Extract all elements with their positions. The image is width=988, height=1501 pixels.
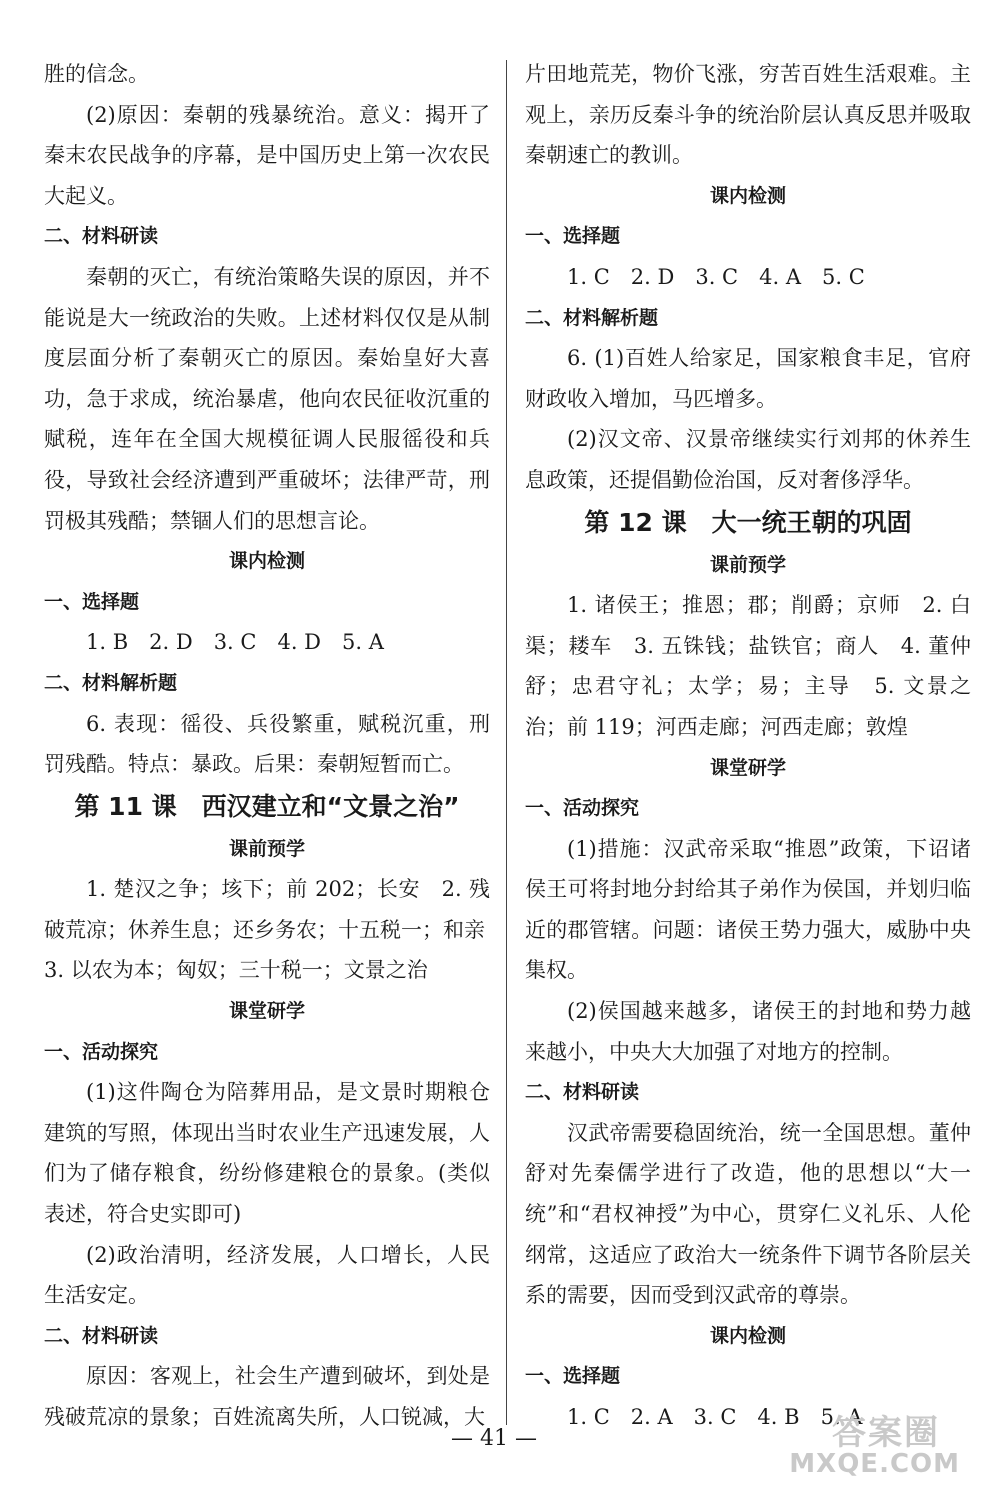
paragraph: 6. (1)百姓人给家足，国家粮食丰足，官府财政收入增加，马匹增多。 [525, 346, 971, 411]
paragraph: (1)这件陶仓为陪葬用品，是文景时期粮仓建筑的写照，体现出当时农业生产迅速发展，人们为了储存粮食，纷纷修建粮仓的景象。(类似表述，符合史实即可) [44, 1080, 490, 1227]
subsection-heading: 课堂研学 [709, 756, 786, 779]
paragraph: 秦朝的灭亡，有统治策略失误的原因，并不能说是大一统政治的失败。上述材料仅仅是从制度层面分析了秦朝灭亡的原因。秦始皇好大喜功，急于求成，统治暴虐，他向农民征收沉重的赋税，连年在全国大规模征调人民服徭役和兵役，导致社会经济遭到严重破坏；法律严苛，刑罚极其残酷；禁锢人们的思想言论。 [44, 264, 490, 533]
section-heading: 二、材料解析题 [525, 306, 659, 329]
paragraph: 1. B 2. D 3. C 4. D 5. A [86, 630, 384, 655]
subsection-heading: 课前预学 [228, 837, 305, 860]
section-heading: 二、材料研读 [44, 1324, 159, 1347]
paragraph: (2)汉文帝、汉景帝继续实行刘邦的休养生息政策，还提倡勤俭治国，反对奢侈浮华。 [525, 427, 971, 492]
subsection-heading: 课内检测 [709, 1324, 786, 1347]
section-heading: 一、选择题 [525, 225, 621, 248]
column-divider [506, 60, 507, 1425]
watermark-logo [770, 1405, 970, 1485]
paragraph: 1. C 2. D 3. C 4. A 5. C [567, 264, 865, 289]
section-heading: 二、材料研读 [44, 225, 159, 248]
paragraph: 胜的信念。 [44, 62, 149, 86]
subsection-heading: 课前预学 [709, 553, 786, 576]
paragraph: (2)政治清明，经济发展，人口增长，人民生活安定。 [44, 1242, 490, 1308]
watermark-text-top: 答案圈 [832, 1413, 940, 1453]
paragraph: 3. 以农为本；匈奴；三十税一；文景之治 [44, 958, 428, 983]
lesson-title: 第 12 课 大一统王朝的巩固 [584, 507, 912, 537]
paragraph: 片田地荒芜，物价飞涨，穷苦百姓生活艰难。主观上，亲历反秦斗争的统治阶层认真反思并吸取秦朝速亡的教训。 [525, 62, 971, 168]
subsection-heading: 课堂研学 [228, 1000, 305, 1023]
lesson-title: 第 11 课 西汉建立和“文景之治” [74, 791, 460, 821]
section-heading: 一、活动探究 [44, 1040, 159, 1063]
paragraph: 6. 表现：徭役、兵役繁重，赋税沉重，刑罚残酷。特点：暴政。后果：秦朝短暂而亡。 [44, 711, 490, 777]
paragraph: 汉武帝需要稳固统治，统一全国思想。董仲舒对先秦儒学进行了改造，他的思想以“大一统”和“君权神授”为中心，贯穿仁义礼乐、人伦纲常，这适应了政治大一统条件下调节各阶层关系的需要，因而受到汉武帝的尊崇。 [525, 1120, 971, 1308]
left-column [44, 54, 490, 1438]
section-heading: 二、材料研读 [525, 1081, 640, 1104]
paragraph: 1. 楚汉之争；垓下；前 202；长安 2. 残破荒凉；休养生息；还乡务农；十五税一；和亲 [44, 877, 490, 942]
paragraph: (2)侯国越来越多，诸侯王的封地和势力越来越小，中央大大加强了对地方的控制。 [525, 999, 971, 1064]
section-heading: 一、活动探究 [525, 797, 640, 820]
section-heading: 二、材料解析题 [44, 671, 178, 694]
right-column [525, 54, 971, 1438]
page-number: — 41 — [451, 1426, 537, 1451]
subsection-heading: 课内检测 [228, 550, 305, 573]
section-heading: 一、选择题 [44, 590, 140, 613]
paragraph: (1)措施：汉武帝采取“推恩”政策，下诏诸侯王可将封地分封给其子弟作为侯国，并划归临近的郡管辖。问题：诸侯王势力强大，威胁中央集权。 [525, 836, 971, 983]
paragraph: 原因：客观上，社会生产遭到破坏，到处是残破荒凉的景象；百姓流离失所，人口锐减，大 [44, 1364, 490, 1429]
paragraph: 1. 诸侯王；推恩；郡；削爵；京师 2. 白渠；耧车 3. 五铢钱；盐铁官；商人 4. 董仲舒；忠君守礼；太学；易；主导 5. 文景之治；前 119；河西走廊；河西走廊；敦煌 [525, 593, 971, 739]
paragraph: (2)原因：秦朝的残暴统治。意义：揭开了秦末农民战争的序幕，是中国历史上第一次农民大起义。 [44, 102, 490, 208]
subsection-heading: 课内检测 [709, 184, 786, 207]
watermark-text-bottom: MXQE.COM [789, 1449, 960, 1479]
section-heading: 一、选择题 [525, 1365, 621, 1388]
paragraph: 1. C 2. A 3. C 4. B 5. A [567, 1405, 863, 1429]
